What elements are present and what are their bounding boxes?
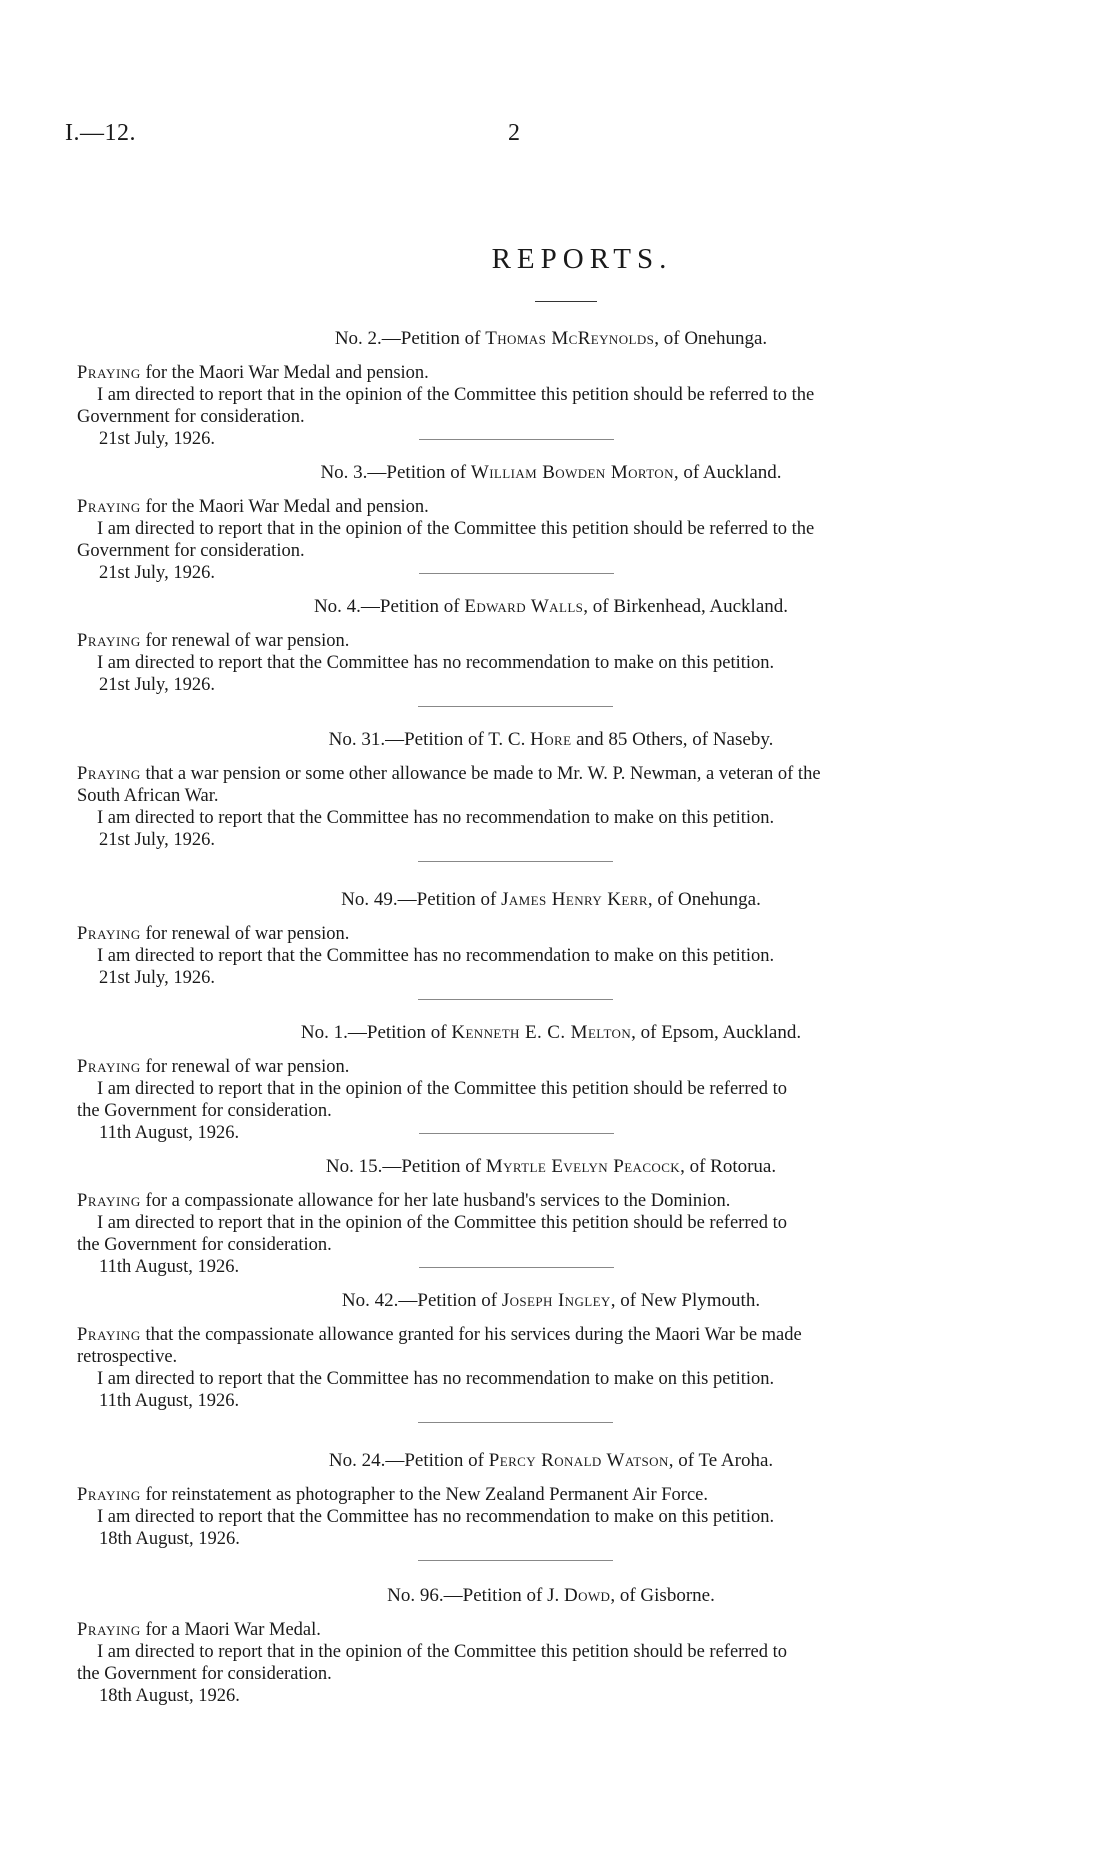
- prayer-text: South African War.: [77, 786, 219, 806]
- report-date: 21st July, 1926.: [99, 968, 215, 988]
- report-entry: [77, 889, 965, 1000]
- report-text: the Government for consideration.: [77, 1101, 332, 1121]
- report-text: Government for consideration.: [77, 407, 305, 427]
- report-date: 21st July, 1926.: [99, 675, 215, 695]
- document-id: I.—12.: [65, 120, 136, 146]
- report-title: [77, 729, 965, 751]
- report-entry: [77, 1450, 965, 1561]
- report-entry: [77, 462, 965, 584]
- separator-rule: [419, 1267, 614, 1268]
- petition-number: No. 24.—Petition of: [328, 1450, 489, 1471]
- report-text: I am directed to report that the Committee has no recommendation to make on this petition.: [97, 808, 775, 828]
- prayer-text: Praying that a war pension or some other allowance be made to Mr. W. P. Newman, a veteran of the: [77, 764, 821, 784]
- prayer-text: Praying for reinstatement as photographer to the New Zealand Permanent Air Force.: [77, 1485, 708, 1505]
- report-text: I am directed to report that the Committee has no recommendation to make on this petition.: [97, 653, 775, 673]
- report-text: I am directed to report that in the opinion of the Committee this petition should be referred to: [97, 1213, 787, 1233]
- petitioner-name: Hore: [530, 729, 572, 750]
- report-text: I am directed to report that in the opinion of the Committee this petition should be referred to the: [97, 519, 815, 539]
- report-title: [77, 1450, 965, 1472]
- report-text: the Government for consideration.: [77, 1664, 332, 1684]
- prayer-text: Praying for renewal of war pension.: [77, 1057, 350, 1077]
- petitioner-place: , of Te Aroha.: [668, 1450, 774, 1471]
- petitioner-place: and 85 Others, of Naseby.: [571, 729, 774, 750]
- prayer-text: Praying that the compassionate allowance granted for his services during the Maori War be made: [77, 1325, 802, 1345]
- report-title: [77, 462, 965, 484]
- petitioner-name: James Henry Kerr: [501, 889, 648, 910]
- prayer-text: Praying for a Maori War Medal.: [77, 1620, 321, 1640]
- separator-rule: [418, 1422, 613, 1423]
- report-text: I am directed to report that in the opinion of the Committee this petition should be referred to the: [97, 385, 815, 405]
- report-text: I am directed to report that the Committee has no recommendation to make on this petition.: [97, 1369, 775, 1389]
- report-text: Government for consideration.: [77, 541, 305, 561]
- report-title: [77, 1156, 965, 1178]
- report-entry: [77, 729, 965, 862]
- petition-number: No. 4.—Petition of: [313, 596, 465, 617]
- petitioner-place: , of Birkenhead, Auckland.: [583, 596, 789, 617]
- page-heading: REPORTS.: [491, 243, 673, 275]
- petition-number: No. 1.—Petition of: [300, 1022, 452, 1043]
- petitioner-place: , of New Plymouth.: [610, 1290, 761, 1311]
- report-entry: [77, 1585, 965, 1707]
- report-text: I am directed to report that the Committee has no recommendation to make on this petition.: [97, 946, 775, 966]
- report-title: [77, 1290, 965, 1312]
- report-title: [77, 889, 965, 911]
- petitioner-name: Dowd: [563, 1585, 611, 1606]
- report-title: [77, 1585, 965, 1607]
- report-text: the Government for consideration.: [77, 1235, 332, 1255]
- petitioner-place: , of Epsom, Auckland.: [631, 1022, 802, 1043]
- report-text: I am directed to report that in the opinion of the Committee this petition should be referred to: [97, 1079, 787, 1099]
- separator-rule: [419, 439, 614, 440]
- report-date: 21st July, 1926.: [99, 563, 215, 583]
- separator-rule: [418, 999, 613, 1000]
- petitioner-name: Kenneth E. C. Melton: [451, 1022, 632, 1043]
- report-date: 11th August, 1926.: [99, 1391, 240, 1411]
- report-date: 18th August, 1926.: [99, 1686, 240, 1706]
- report-title: [77, 1022, 965, 1044]
- petition-number: No. 2.—Petition of: [334, 328, 486, 349]
- prayer-text: Praying for renewal of war pension.: [77, 631, 350, 651]
- petitioner-name: Thomas McReynolds: [485, 328, 655, 349]
- petitioner-place: , of Auckland.: [673, 462, 782, 483]
- page-number: 2: [508, 120, 520, 146]
- prayer-text: Praying for the Maori War Medal and pension.: [77, 497, 429, 517]
- report-text: I am directed to report that the Committee has no recommendation to make on this petition.: [97, 1507, 775, 1527]
- report-entry: [77, 1022, 965, 1144]
- report-date: 11th August, 1926.: [99, 1123, 240, 1143]
- petition-number: No. 3.—Petition of: [320, 462, 471, 483]
- report-entry: [77, 596, 965, 707]
- petition-number: No. 49.—Petition of: [341, 889, 502, 910]
- prayer-text: retrospective.: [77, 1347, 178, 1367]
- report-date: 21st July, 1926.: [99, 429, 215, 449]
- petitioner-place: , of Onehunga.: [654, 328, 768, 349]
- separator-rule: [418, 1560, 613, 1561]
- petitioner-name: Percy Ronald Watson: [488, 1450, 669, 1471]
- petitioner-name: Edward Walls: [464, 596, 584, 617]
- petition-number: No. 31.—Petition of T. C.: [328, 729, 531, 750]
- separator-rule: [418, 861, 613, 862]
- petitioner-name: Joseph Ingley: [501, 1290, 611, 1311]
- petitioner-name: William Bowden Morton: [470, 462, 674, 483]
- report-text: I am directed to report that in the opinion of the Committee this petition should be referred to: [97, 1642, 787, 1662]
- petitioner-place: , of Gisborne.: [610, 1585, 715, 1606]
- report-date: 11th August, 1926.: [99, 1257, 240, 1277]
- separator-rule: [419, 1133, 614, 1134]
- heading-rule: [535, 301, 597, 302]
- prayer-text: Praying for a compassionate allowance for her late husband's services to the Dominion.: [77, 1191, 731, 1211]
- report-entry: [77, 1290, 965, 1423]
- petitioner-place: , of Rotorua.: [680, 1156, 777, 1177]
- petitioner-place: , of Onehunga.: [647, 889, 761, 910]
- report-title: [77, 328, 965, 350]
- report-entry: [77, 328, 965, 450]
- petitioner-name: Myrtle Evelyn Peacock: [485, 1156, 681, 1177]
- report-title: [77, 596, 965, 618]
- petition-number: No. 15.—Petition of: [325, 1156, 486, 1177]
- prayer-text: Praying for renewal of war pension.: [77, 924, 350, 944]
- separator-rule: [419, 573, 614, 574]
- report-date: 18th August, 1926.: [99, 1529, 240, 1549]
- prayer-text: Praying for the Maori War Medal and pension.: [77, 363, 429, 383]
- petition-number: No. 96.—Petition of J.: [387, 1585, 564, 1606]
- report-date: 21st July, 1926.: [99, 830, 215, 850]
- report-entry: [77, 1156, 965, 1278]
- petition-number: No. 42.—Petition of: [341, 1290, 502, 1311]
- separator-rule: [418, 706, 613, 707]
